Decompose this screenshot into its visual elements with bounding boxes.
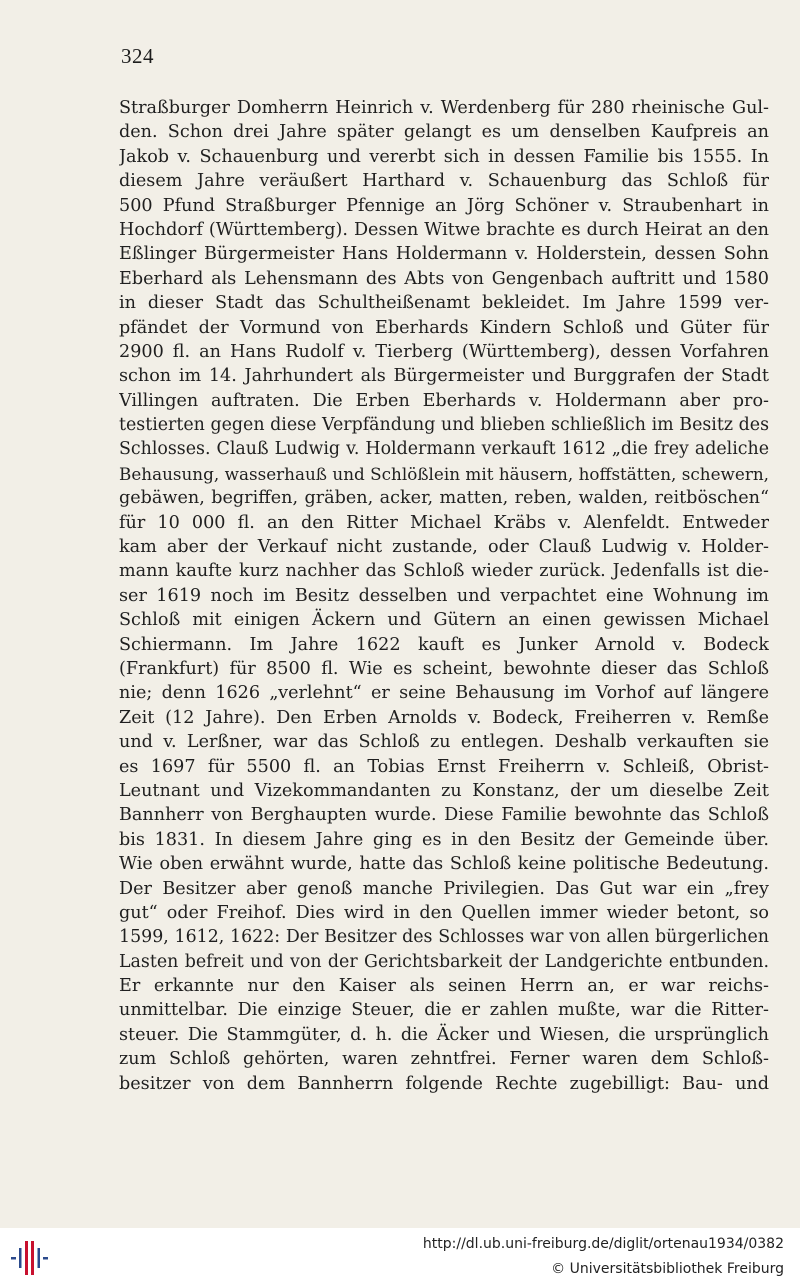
text-line: Bannherr von Berghaupten wurde. Diese Familie bewohnte das Schloß <box>119 805 769 826</box>
text-line: Er erkannte nur den Kaiser als seinen Herrn an, er war reichs- <box>119 976 769 997</box>
text-line: in dieser Stadt das Schultheißenamt bekleidet. Im Jahre 1599 ver- <box>119 293 769 314</box>
text-line: Wie oben erwähnt wurde, hatte das Schloß keine politische Bedeutung. <box>119 854 769 875</box>
text-line: den. Schon drei Jahre später gelangt es um denselben Kaufpreis an <box>119 122 769 143</box>
text-line: Der Besitzer aber genoß manche Privilegien. Das Gut war ein „frey <box>119 878 769 899</box>
text-line: Zeit (12 Jahre). Den Erben Arnolds v. Bodeck, Freiherren v. Remße <box>119 707 769 728</box>
text-line: Lasten befreit und von der Gerichtsbarkeit der Landgerichte entbunden. <box>119 951 769 972</box>
text-line: mann kaufte kurz nachher das Schloß wieder zurück. Jedenfalls ist die- <box>119 561 769 582</box>
text-line: schon im 14. Jahrhundert als Bürgermeister und Burggrafen der Stadt <box>119 366 769 387</box>
text-line: Hochdorf (Württemberg). Dessen Witwe brachte es durch Heirat an den <box>119 219 769 240</box>
text-line: Jakob v. Schauenburg und vererbt sich in dessen Familie bis 1555. In <box>119 146 769 167</box>
page-number: 324 <box>121 44 154 68</box>
text-line: Schiermann. Im Jahre 1622 kauft es Junker Arnold v. Bodeck <box>119 634 769 655</box>
text-line: bis 1831. In diesem Jahre ging es in den Besitz der Gemeinde über. <box>119 829 769 850</box>
text-line: Behausung, wasserhauß und Schlößlein mit häusern, hoffstätten, schewern, <box>119 463 769 484</box>
text-line: Eberhard als Lehensmann des Abts von Gengenbach auftritt und 1580 <box>119 268 769 289</box>
text-line: testierten gegen diese Verpfändung und blieben schließlich im Besitz des <box>119 415 769 436</box>
text-line: diesem Jahre veräußert Harthard v. Schauenburg das Schloß für <box>119 171 769 192</box>
text-line: 500 Pfund Straßburger Pfennige an Jörg Schöner v. Straubenhart in <box>119 195 769 216</box>
viewer-footer <box>0 1228 800 1286</box>
copyright-text: © Universitätsbibliothek Freiburg <box>551 1261 784 1277</box>
text-line: es 1697 für 5500 fl. an Tobias Ernst Freiherrn v. Schleiß, Obrist- <box>119 756 769 777</box>
text-line: pfändet der Vormund von Eberhards Kindern Schloß und Güter für <box>119 317 769 338</box>
text-line: Schlosses. Clauß Ludwig v. Holdermann verkauft 1612 „die frey adeliche <box>119 439 769 460</box>
text-line: gut“ oder Freihof. Dies wird in den Quellen immer wieder betont, so <box>119 902 769 923</box>
text-line: ser 1619 noch im Besitz desselben und verpachtet eine Wohnung im <box>119 585 769 606</box>
text-line: Schloß mit einigen Äckern und Gütern an einen gewissen Michael <box>119 610 769 631</box>
text-line: steuer. Die Stammgüter, d. h. die Äcker und Wiesen, die ursprünglich <box>119 1024 769 1045</box>
text-line: Leutnant und Vizekommandanten zu Konstanz, der um dieselbe Zeit <box>119 780 769 801</box>
text-line: (Frankfurt) für 8500 fl. Wie es scheint, bewohnte dieser das Schloß <box>119 658 769 679</box>
university-library-logo-icon <box>6 1234 54 1282</box>
text-line: Eßlinger Bürgermeister Hans Holdermann v. Holderstein, dessen Sohn <box>119 244 769 265</box>
text-line: und v. Lerßner, war das Schloß zu entlegen. Deshalb verkauften sie <box>119 732 769 753</box>
text-line: gebäwen, begriffen, gräben, acker, matten, reben, walden, reitböschen“ <box>119 488 769 509</box>
text-line: Straßburger Domherrn Heinrich v. Werdenberg für 280 rheinische Gul- <box>119 98 769 118</box>
text-line: 2900 fl. an Hans Rudolf v. Tierberg (Württemberg), dessen Vorfahren <box>119 341 769 362</box>
text-line: für 10 000 fl. an den Ritter Michael Kräbs v. Alenfeldt. Entweder <box>119 512 769 533</box>
text-line: 1599, 1612, 1622: Der Besitzer des Schlosses war von allen bürgerlichen <box>119 927 769 948</box>
text-line: unmittelbar. Die einzige Steuer, die er zahlen mußte, war die Ritter- <box>119 1000 769 1021</box>
text-line: zum Schloß gehörten, waren zehntfrei. Ferner waren dem Schloß- <box>119 1049 769 1070</box>
source-url-link[interactable]: http://dl.ub.uni-freiburg.de/diglit/ortenau1934/0382 <box>422 1236 784 1252</box>
text-line: nie; denn 1626 „verlehnt“ er seine Behausung im Vorhof auf längere <box>119 683 769 704</box>
text-line: besitzer von dem Bannherrn folgende Rechte zugebilligt: Bau- und <box>119 1073 769 1094</box>
body-text <box>119 96 769 1096</box>
text-line: Villingen auftraten. Die Erben Eberhards v. Holdermann aber pro- <box>119 390 769 411</box>
text-line: kam aber der Verkauf nicht zustande, oder Clauß Ludwig v. Holder- <box>119 537 769 558</box>
